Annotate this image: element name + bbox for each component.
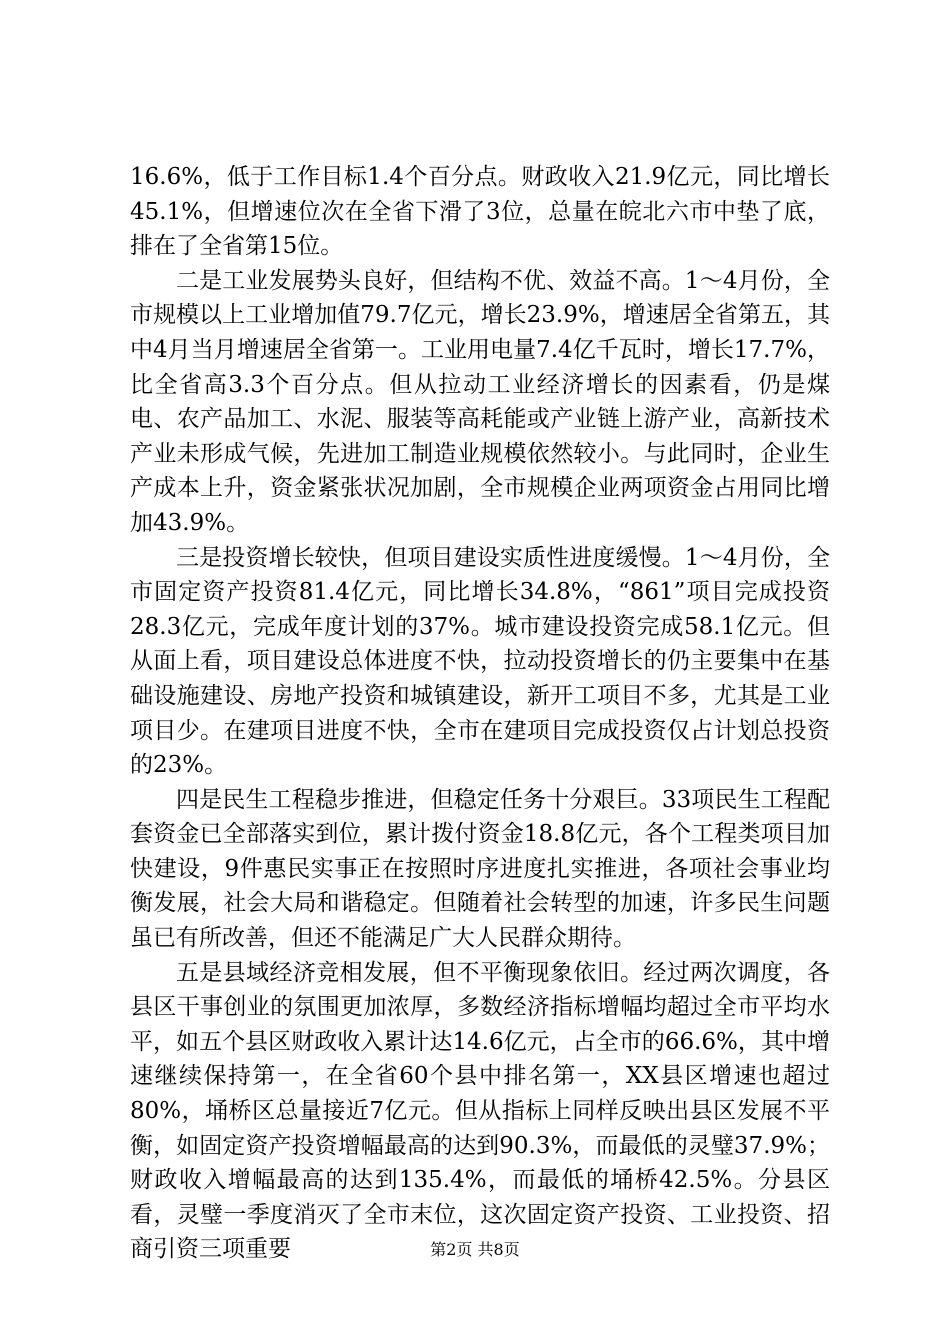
paragraph-industry: 二是工业发展势头良好，但结构不优、效益不高。1～4月份，全市规模以上工业增加值79.7亿元，增长23.9%，增速居全省第五，其中4月当月增速居全省第一。工业用电量7.4亿千瓦时，增长17.7%，比全省高3.3个百分点。但从拉动工业经济增长的因素看，仍是煤电、农产品加工、水泥、服装等高耗能或产业链上游产业，高新技术产业未形成气候，先进加工制造业规模依然较小。与此同时，企业生产成本上升，资金紧张状况加剧，全市规模企业两项资金占用同比增加43.9%。 [130,267,830,536]
page-footer [0,1240,950,1260]
page-number: 第2页 共8页 [430,1240,520,1259]
paragraph-county-economy: 五是县域经济竞相发展，但不平衡现象依旧。经过两次调度，各县区干事创业的氛围更加浓厚，多数经济指标增幅均超过全市平均水平，如五个县区财政收入累计达14.6亿元，占全市的66.6%，其中增速继续保持第一，在全省60个县中排名第一，XX县区增速也超过80%，埇桥区总量接近7亿元。但从指标上同样反映出县区发展不平衡，如固定资产投资增幅最高的达到90.3%，而最低的灵璧37.9%；财政收入增幅最高的达到135.4%，而最低的埇桥42.5%。分县区看，灵璧一季度消灭了全市末位，这次固定资产投资、工业投资、招商引资三项重要 [130,959,830,1263]
paragraph-continuation: 16.6%，低于工作目标1.4个百分点。财政收入21.9亿元，同比增长45.1%，但增速位次在全省下滑了3位，总量在皖北六市中垫了底，排在了全省第15位。 [130,164,830,260]
paragraph-investment: 三是投资增长较快，但项目建设实质性进度缓慢。1～4月份，全市固定资产投资81.4亿元，同比增长34.8%，“861”项目完成投资28.3亿元，完成年度计划的37%。城市建设投资完成58.1亿元。但从面上看，项目建设总体进度不快，拉动投资增长的仍主要集中在基础设施建设、房地产投资和城镇建设，新开工项目不多，尤其是工业项目少。在建项目进度不快，全市在建项目完成投资仅占计划总投资的23%。 [130,544,830,779]
paragraph-livelihood: 四是民生工程稳步推进，但稳定任务十分艰巨。33项民生工程配套资金已全部落实到位，累计拨付资金18.8亿元，各个工程类项目加快建设，9件惠民实事正在按照时序进度扎实推进，各项社会事业均衡发展，社会大局和谐稳定。但随着社会转型的加速，许多民生问题虽已有所改善，但还不能满足广大人民群众期待。 [130,786,830,952]
document-body [130,160,830,1267]
